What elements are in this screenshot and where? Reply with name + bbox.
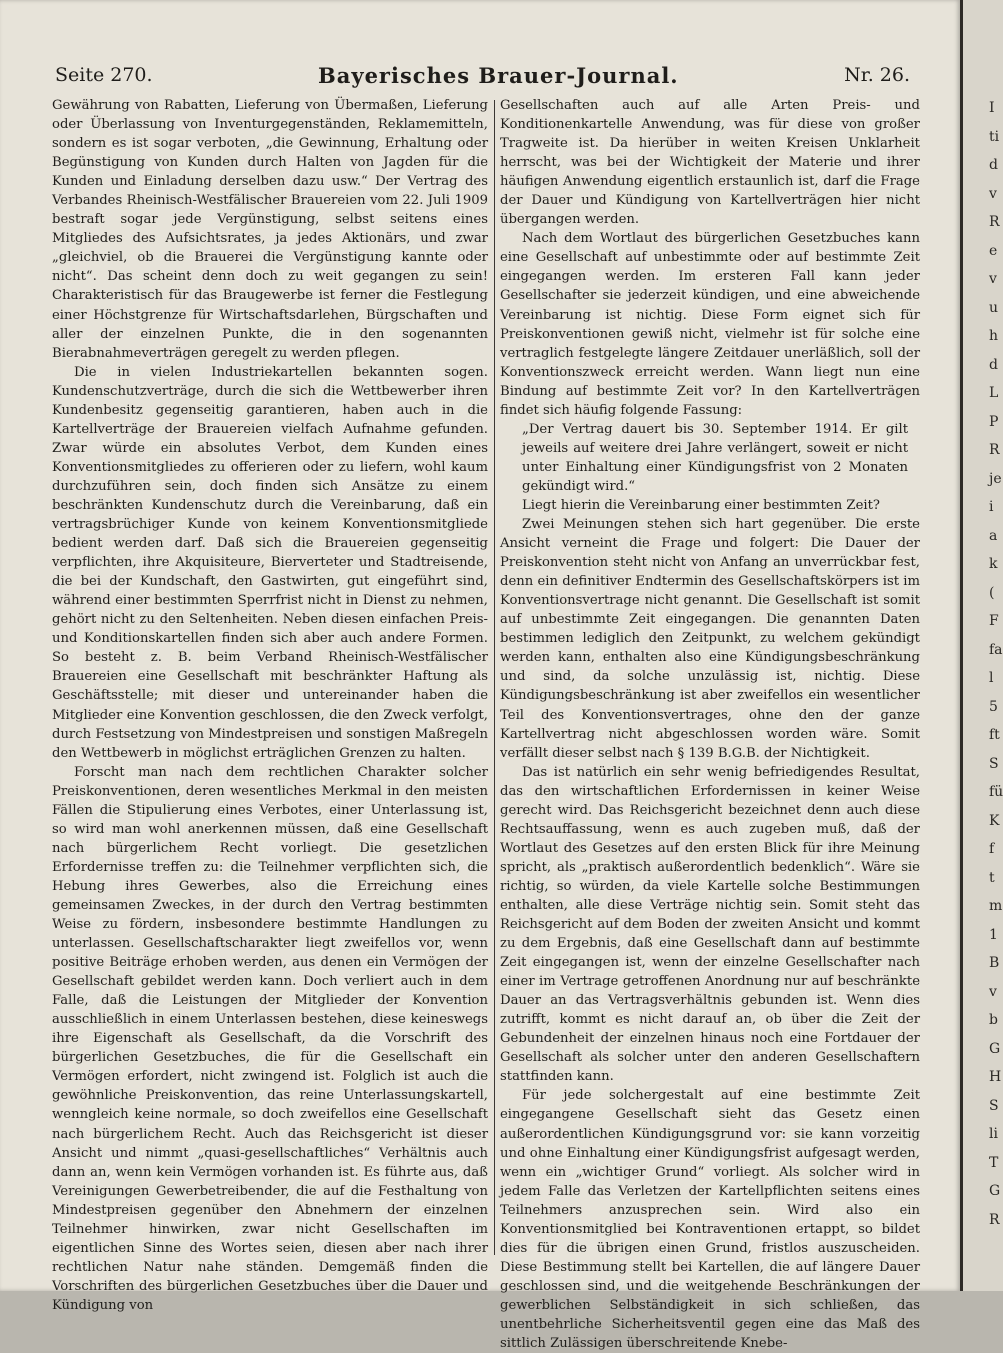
- edge-fragment: S: [989, 1097, 999, 1114]
- paragraph: Liegt hierin die Vereinbarung einer bestimmten Zeit?: [522, 497, 880, 513]
- edge-fragment: i: [989, 499, 994, 515]
- paragraph: Nach dem Wortlaut des bürgerlichen Gesetzbuches kann eine Gesellschaft auf unbestimmte oder auf bestimmte Zeit eingegangen werden. Im ersteren Fall kann jeder Gesellschafter sie jederzeit kündigen, und eine abweichende Vereinbarung ist nichtig. Diese Form eignet sich für Preiskonventionen gewiß nicht, vielmehr ist für solche eine vertraglich festgelegte längere Zeitdauer unerläßlich, soll der Konventionszweck erreicht werden. Wann liegt nun eine Bindung auf bestimmte Zeit vor? In den Kartellverträgen findet sich häufig folgende Fassung:: [500, 231, 920, 418]
- edge-fragment: f: [989, 841, 995, 857]
- edge-fragment: S: [989, 755, 999, 772]
- edge-fragment: L: [989, 385, 999, 401]
- paragraph: Forscht man nach dem rechtlichen Charakter solcher Preiskonventionen, deren wesentliches Merkmal in den meisten Fällen die Stipulierung eines Verbotes, einer Unterlassung ist, so wird man wohl anerkennen müssen, daß eine Gesellschaft nach bürgerlichem Recht vorliegt. Die gesetzlichen Erfordernisse treffen zu: die Teilnehmer verpflichten sich, die Hebung ihres Gewerbes, also die Erreichung eines gemeinsamen Zweckes, in der durch den Vertrag bestimmten Weise zu fördern, insbesondere bestimmte Handlungen zu unterlassen. Gesellschaftscharakter liegt zweifellos vor, wenn positive Beiträge erhoben werden, aus denen ein Vermögen der Gesellschaft gebildet werden kann. Doch verliert auch in dem Falle, daß die Leistungen der Mitglieder der Konvention ausschließlich in einem Unterlassen bestehen, diese keineswegs ihre Eigenschaft als Gesellschaft, da die Vorschrift des bürgerlichen Gesetzbuches, die für die Gesellschaft ein Vermögen erfordert, nicht zwingend ist. Folglich ist auch die gewöhnliche Preiskonvention, das reine Unterlassungskartell, wenngleich keine normale, so doch zweifellos eine Gesellschaft nach bürgerlichem Recht. Auch das Reichsgericht ist dieser Ansicht und nimmt „quasi-gesellschaftliches“ Verhältnis auch dann an, wenn kein Vermögen vorhanden ist. Es führte aus, daß Vereinigungen Gewerbetreibender, die auf die Festhaltung von Mindestpreisen gegenüber den Abnehmern der einzelnen Teilnehmer hinwirken, zwar nicht Gesellschaften im eigentlichen Sinne des Wortes seien, diesen aber nach ihrer rechtlichen Natur nahe ständen. Demgemäß finden die Vorschriften des bürgerlichen Gesetzbuches über die Dauer und Kündigung von: [52, 764, 488, 1313]
- edge-fragment: B: [989, 955, 1000, 971]
- edge-fragment: G: [989, 1183, 1001, 1199]
- journal-title: Bayerisches Brauer-Journal.: [318, 62, 679, 88]
- edge-fragment: h: [989, 328, 999, 344]
- left-column: [52, 96, 488, 1313]
- paragraph: Gewährung von Rabatten, Lieferung von Übermaßen, Lieferung oder Überlassung von Inventurgegenständen, Reklamemitteln, sondern es ist sogar verboten, „die Gewinnung, Erhaltung oder Begünstigung von Kunden durch Halten von Jagden für die Kunden und Einladung derselben dazu usw.“ Der Vertrag des Verbandes Rheinisch-Westfälischer Brauereien vom 22. Juli 1909 bestraft sogar jede Vergünstigung, selbst seitens eines Mitgliedes des Aufsichtsrates, ja jedes Aktionärs, und zwar „gleichviel, ob die Brauerei die Vergünstigung kannte oder nicht“. Das scheint denn doch zu weit gegangen zu sein! Charakteristisch für das Braugewerbe ist ferner die Festlegung einer Höchstgrenze für Wirtschaftsdarlehen, Bürgschaften und aller der einzelnen Punkte, die in den sogenannten Bierabnahmeverträgen geregelt zu werden pflegen.: [52, 98, 488, 361]
- edge-fragment: 5: [989, 698, 998, 715]
- edge-fragment: je: [989, 470, 1002, 487]
- edge-fragment: 1: [989, 926, 998, 943]
- edge-fragment: v: [989, 185, 997, 202]
- paragraph: Zwei Meinungen stehen sich hart gegenüber. Die erste Ansicht verneint die Frage und folgert: Die Dauer der Preiskonvention steht nicht von Anfang an unverrückbar fest, denn ein definitiver Endtermin des Gesellschaftskörpers ist im Konventionsvertrage nicht genannt. Die Gesellschaft ist somit auf unbestimmte Zeit eingegangen. Die genannten Daten bestimmen lediglich den Zeitpunkt, zu welchem gekündigt werden kann, enthalten also eine Kündigungsbeschränkung und sind, da solche unzulässig ist, nichtig. Diese Kündigungsbeschränkung ist aber zweifellos ein wesentlicher Teil des Konventionsvertrages, ohne den der ganze Kartellvertrag nicht abgeschlossen worden wäre. Somit verfällt dieser selbst nach § 139 B.G.B. der Nichtigkeit.: [500, 517, 920, 761]
- edge-fragment: G: [989, 1040, 1001, 1057]
- paragraph: Das ist natürlich ein sehr wenig befriedigendes Resultat, das den wirtschaftlichen Erfordernissen in keiner Weise gerecht wird. Das Reichsgericht bezeichnet denn auch diese Rechtsauffassung, wenn es auch zugeben muß, daß der Wortlaut des Gesetzes auf den ersten Blick für ihre Meinung spricht, als „praktisch außerordentlich bedenklich“. Wäre sie richtig, so würden, da viele Kartelle solche Bestimmungen enthalten, alle diese Verträge nichtig sein. Somit steht das Reichsgericht auf dem Boden der zweiten Ansicht und kommt zu dem Ergebnis, daß eine Gesellschaft dann auf bestimmte Zeit eingegangen ist, wenn der einzelne Gesellschafter nach einer im Vertrage getroffenen Anordnung nur auf beschränkte Dauer an das Vertragsverhältnis gebunden ist. Wenn dies zutrifft, kommt es nicht darauf an, ob über die Zeit der Gebundenheit der einzelnen hinaus noch eine Fortdauer der Gesellschaft als solcher unter den anderen Gesellschaftern stattfinden kann.: [500, 764, 920, 1085]
- edge-fragment: v: [989, 983, 997, 1000]
- edge-fragment: k: [989, 556, 998, 572]
- edge-fragment: d: [989, 157, 998, 173]
- right-column: [500, 96, 920, 1352]
- edge-fragment: t: [989, 869, 995, 886]
- edge-fragment: m: [989, 898, 1003, 914]
- edge-fragment: R: [989, 214, 1000, 230]
- edge-fragment: e: [989, 242, 998, 259]
- edge-fragment: fü: [989, 784, 1003, 800]
- edge-fragment: fa: [989, 641, 1003, 658]
- edge-fragment: li: [989, 1126, 998, 1142]
- edge-fragment: R: [989, 442, 1000, 458]
- edge-fragment: K: [989, 812, 1000, 829]
- edge-fragment: a: [989, 527, 998, 544]
- edge-fragment: I: [989, 100, 995, 116]
- edge-fragment: l: [989, 670, 994, 686]
- edge-fragment: (: [989, 584, 995, 601]
- edge-fragment: H: [989, 1069, 1002, 1085]
- edge-fragment: F: [989, 613, 999, 629]
- contract-quote: „Der Vertrag dauert bis 30. September 1914. Er gilt jeweils auf weitere drei Jahre verlängert, soweit er nicht unter Einhaltung einer Kündigungsfrist von 2 Monaten gekündigt wird.“: [522, 421, 908, 494]
- edge-fragment: P: [989, 413, 999, 430]
- adjacent-page-edge: [960, 0, 1003, 1291]
- paragraph: Für jede solchergestalt auf eine bestimmte Zeit eingegangene Gesellschaft sieht das Gesetz einen außerordentlichen Kündigungsgrund vor: sie kann vorzeitig und ohne Einhaltung einer Kündigungsfrist aufgesagt werden, wenn ein „wichtiger Grund“ vorliegt. Als solcher wird in jedem Falle das Verletzen der Kartellpflichten seitens eines Teilnehmers anzusprechen sein. Wird also ein Konventionsmitglied bei Kontraventionen ertappt, so bildet dies für die übrigen einen Grund, fristlos auszuscheiden. Diese Bestimmung stellt bei Kartellen, die auf längere Dauer geschlossen sind, und die weitgehende Beschränkungen der gewerblichen Selbständigkeit in sich schließen, das unentbehrliche Sicherheitsventil gegen eine das Maß des sittlich Zulässigen überschreitende Knebe-: [500, 1088, 920, 1352]
- edge-fragment: b: [989, 1012, 998, 1028]
- page-number: Seite 270.: [55, 64, 153, 86]
- edge-fragment: d: [989, 356, 998, 373]
- edge-fragment: T: [989, 1154, 999, 1171]
- issue-number: Nr. 26.: [844, 64, 910, 86]
- paragraph: Gesellschaften auch auf alle Arten Preis- und Konditionenkartelle Anwendung, was für diese von großer Tragweite ist. Da hierüber in weiten Kreisen Unklarheit herrscht, was bei der Wichtigkeit der Materie und ihrer häufigen Anwendung eigentlich erstaunlich ist, darf die Frage der Dauer und Kündigung von Kartellverträgen hier nicht übergangen werden.: [500, 98, 920, 228]
- edge-fragment: v: [989, 271, 997, 287]
- edge-fragment: u: [989, 299, 999, 316]
- edge-fragment: ti: [989, 128, 1000, 145]
- edge-fragment: ft: [989, 727, 1000, 743]
- article-columns: [52, 96, 920, 1352]
- edge-fragment: R: [989, 1211, 1000, 1228]
- paragraph: Die in vielen Industriekartellen bekannten sogen. Kundenschutzverträge, durch die sich die Wettbewerber ihren Kundenbesitz gegenseitig garantieren, haben auch in die Kartellverträge der Brauereien vielfach Aufnahme gefunden. Zwar würde ein absolutes Verbot, dem Kunden eines Konventionsmitgliedes zu offerieren oder zu liefern, wohl kaum durchzuführen sein, doch finden sich Ansätze zu einem beschränkten Kundenschutz durch die Vereinbarung, daß ein vertragsbrüchiger Kunde von keinem Konventionsmitgliede bedient werden darf. Daß sich die Brauereien gegenseitig verpflichten, ihre Akquisiteure, Bierverteter und Stadtreisende, die bei der Kundschaft, den Gastwirten, gut eingeführt sind, während einer bestimmten Sperrfrist nicht in Dienst zu nehmen, gehört nicht zu den Seltenheiten. Neben diesen einfachen Preis- und Konditionskartellen finden sich aber auch andere Formen. So besteht z. B. beim Verband Rheinisch-Westfälischer Brauereien eine Gesellschaft mit beschränkter Haftung als Geschäftsstelle; mit dieser und untereinander haben die Mitglieder eine Konvention geschlossen, die den Zweck verfolgt, durch Festsetzung von Mindestpreisen und sonstigen Maßregeln den Wettbewerb in möglichst erträglichen Grenzen zu halten.: [52, 364, 488, 761]
- page-header: [55, 58, 910, 92]
- column-divider: [494, 100, 495, 1255]
